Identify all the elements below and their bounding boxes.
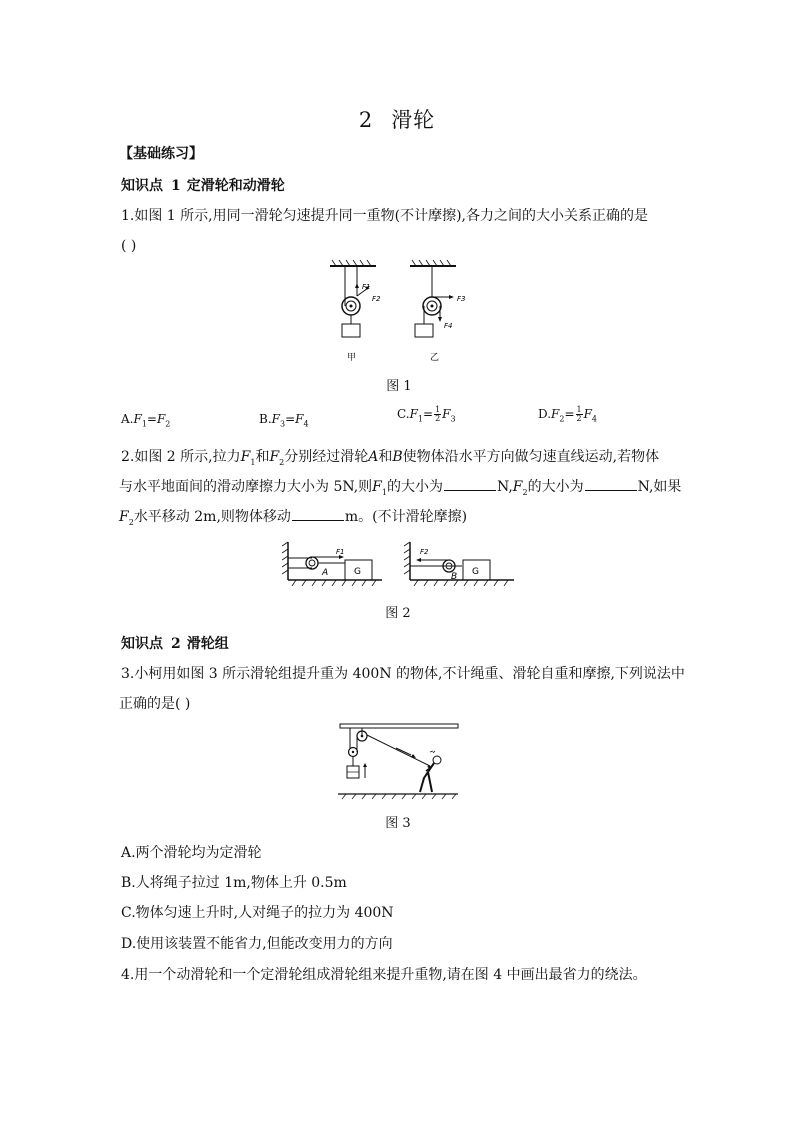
q1-option-b[interactable]: $B.F_3=F_4$ — [259, 412, 309, 429]
q1-text: 1.如图 1 所示,用同一滑轮匀速提升同一重物(不计摩擦),各力之间的大小关系正确的是 — [121, 208, 648, 224]
figure-1 — [320, 258, 480, 368]
label-jia: 甲 — [347, 353, 357, 363]
q2-line-2: 与水平地面间的滑动摩擦力大小为 5N,则$F_1$的大小为 $N,F_2$的大小为 N,如果 — [119, 479, 682, 497]
answer-blank-1[interactable] — [444, 477, 496, 491]
q4-text: 4.用一个动滑轮和一个定滑轮组成滑轮组来提升重物,请在图 4 中画出最省力的绕法。 — [121, 967, 647, 983]
q2-line-1: 2.如图 2 所示,拉力$F_1$和$F_2$分别经过滑轮A和B使物体沿水平方向做匀速直线运动,若物体 — [121, 449, 660, 467]
figure-2 — [282, 538, 520, 586]
label-f2: F2 — [420, 548, 429, 556]
title-number: 2 — [358, 108, 374, 132]
label-g2: G — [472, 567, 479, 577]
q3-option-b[interactable]: B.人将绳子拉过 1m,物体上升 0.5m — [121, 875, 347, 891]
label-f4: F4 — [444, 322, 453, 330]
kp2-name: 滑轮组 — [186, 636, 229, 652]
q3-option-d[interactable]: D.使用该装置不能省力,但能改变用力的方向 — [121, 936, 393, 952]
answer-blank-2[interactable] — [585, 477, 637, 491]
label-b: B — [451, 572, 458, 582]
knowledge-point-1 — [121, 176, 285, 196]
q3-line-1: 3.小柯用如图 3 所示滑轮组提升重为 400N 的物体,不计绳重、滑轮自重和摩擦,下列说法中 — [121, 666, 685, 682]
q2-line-3: $F_2$水平移动 2m,则物体移动 m。(不计滑轮摩擦) — [119, 509, 468, 527]
label-f2: F2 — [372, 295, 381, 303]
title-text: 滑轮 — [391, 108, 436, 132]
knowledge-point-2 — [121, 634, 229, 654]
kp1-number: 1 — [171, 178, 181, 194]
q1-paren: ( ) — [121, 238, 137, 254]
kp1-name: 定滑轮和动滑轮 — [186, 178, 285, 194]
section-heading: 【基础练习】 — [119, 146, 203, 162]
label-g1: G — [354, 567, 361, 577]
fraction-half: $\frac{1}{2}$ — [435, 405, 441, 423]
figure-1-caption: 图 1 — [386, 379, 412, 394]
page-title — [0, 104, 794, 134]
answer-blank-3[interactable] — [292, 507, 344, 521]
figure-2-caption: 图 2 — [385, 606, 411, 621]
kp2-number: 2 — [171, 636, 181, 652]
q1-option-d[interactable]: $D.F_2=$ $\frac{1}{2}$ $F_4$ — [538, 405, 598, 424]
kp2-label: 知识点 — [121, 636, 163, 652]
label-f3: F3 — [457, 295, 466, 303]
figure-3 — [336, 722, 462, 800]
kp1-label: 知识点 — [121, 178, 163, 194]
q3-line-2: 正确的是( ) — [119, 696, 191, 712]
q1-option-c[interactable]: $C.F_1=$ $\frac{1}{2}$ $F_3$ — [397, 405, 456, 424]
label-f1: F1 — [336, 548, 345, 556]
q1-option-a[interactable]: $A.F_1=F_2$ — [121, 412, 171, 429]
q3-option-c[interactable]: C.物体匀速上升时,人对绳子的拉力为 400N — [121, 905, 394, 921]
label-f1: F1 — [362, 283, 371, 291]
q3-option-a[interactable]: A.两个滑轮均为定滑轮 — [121, 845, 262, 861]
figure-3-caption: 图 3 — [385, 816, 411, 831]
label-a: A — [322, 568, 329, 578]
label-yi: 乙 — [430, 353, 440, 363]
fraction-half: $\frac{1}{2}$ — [576, 405, 582, 423]
